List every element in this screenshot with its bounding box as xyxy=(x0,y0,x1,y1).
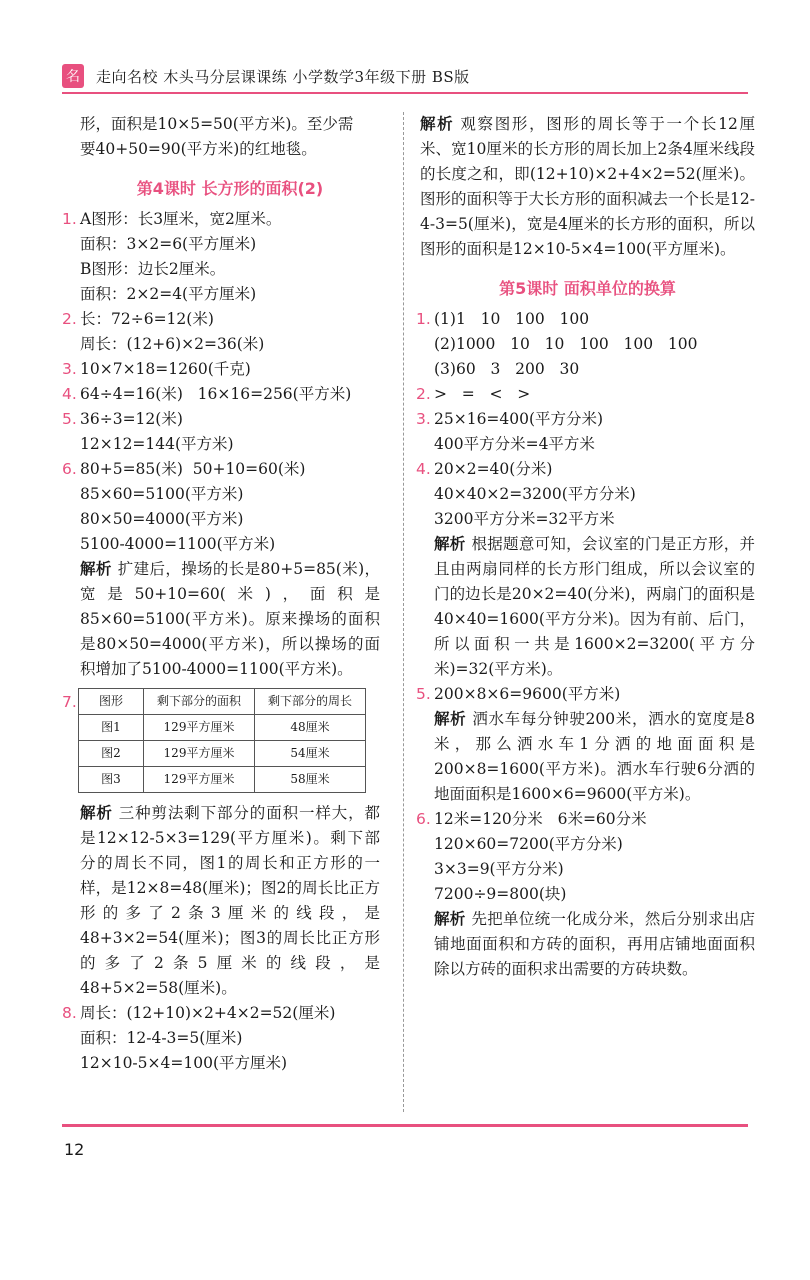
analysis-label: 解析 xyxy=(80,804,113,822)
answer-line: 80+5=85(米) 50+10=60(米) xyxy=(80,460,306,478)
question-1 xyxy=(416,307,755,382)
table-cell: 129平方厘米 xyxy=(144,715,255,741)
intro-line: 要40+50=90(平方米)的红地毯。 xyxy=(80,140,317,158)
answer-line: 3×3=9(平方分米) xyxy=(434,860,564,878)
question-4 xyxy=(416,457,755,682)
question-5 xyxy=(416,682,755,807)
answer-line: (2)1000 10 10 100 100 100 xyxy=(434,335,698,353)
question-number: 1. xyxy=(416,310,431,328)
question-number: 4. xyxy=(416,460,431,478)
table-row xyxy=(79,715,366,741)
answer-line: 面积：2×2=4(平方厘米) xyxy=(80,285,257,303)
question-3 xyxy=(416,407,755,457)
table-row xyxy=(79,767,366,793)
answer-line: 10×7×18=1260(千克) xyxy=(80,360,251,378)
analysis-label: 解析 xyxy=(434,910,466,928)
answer-line: 长：72÷6=12(米) xyxy=(80,310,214,328)
question-number: 3. xyxy=(416,410,431,428)
table-cell: 图1 xyxy=(79,715,144,741)
page-header xyxy=(62,60,748,94)
table-cell: 129平方厘米 xyxy=(144,741,255,767)
table-header: 图形 xyxy=(79,689,144,715)
question-number: 8. xyxy=(62,1004,77,1022)
table-cell: 54厘米 xyxy=(255,741,366,767)
analysis-paragraph xyxy=(434,907,755,982)
answer-line: 25×16=400(平方分米) xyxy=(434,410,604,428)
analysis-paragraph xyxy=(434,532,755,682)
question-number: 5. xyxy=(416,685,431,703)
table-header: 剩下部分的周长 xyxy=(255,689,366,715)
footer-rule xyxy=(62,1124,748,1127)
question-3 xyxy=(62,357,380,382)
answer-line: 5100-4000=1100(平方米) xyxy=(80,535,276,553)
table-cell: 图2 xyxy=(79,741,144,767)
analysis-text: 根据题意可知，会议室的门是正方形，并且由两扇同样的长方形门组成，所以会议室的门的边长是20×2=40(分米)，两扇门的面积是40×40=1600(平方分米)。因为有前、后门，所以面积一共是1600×2=3200(平方分米)=32(平方米)。 xyxy=(434,535,755,678)
analysis-text: 三种剪法剩下部分的面积一样大，都是12×12-5×3=129(平方厘米)。剩下部分的周长不同，图1的周长和正方形的一样，是12×8=48(厘米)；图2的周长比正方形的多了2条3厘米的线段，是48+3×2=54(厘米)；图3的周长比正方形的多了2条5厘米的线段，是48+5×2=58(厘米)。 xyxy=(80,804,380,997)
question-1 xyxy=(62,207,380,307)
right-column xyxy=(416,112,755,982)
answer-line: 40×40×2=3200(平方分米) xyxy=(434,485,636,503)
answer-line: 12米=120分米 6米=60分米 xyxy=(434,810,647,828)
table-header: 剩下部分的面积 xyxy=(144,689,255,715)
answer-line: 面积：3×2=6(平方厘米) xyxy=(80,235,257,253)
section-title: 第5课时 面积单位的换算 xyxy=(499,279,676,298)
answer-line: 7200÷9=800(块) xyxy=(434,885,567,903)
analysis-paragraph xyxy=(420,112,755,262)
answer-line: 120×60=7200(平方分米) xyxy=(434,835,623,853)
answer-line: 12×10-5×4=100(平方厘米) xyxy=(80,1054,288,1072)
analysis-label: 解析 xyxy=(420,115,455,133)
table-row xyxy=(79,741,366,767)
answer-line: (3)60 3 200 30 xyxy=(434,360,580,378)
intro-line: 形，面积是10×5=50(平方米)。至少需 xyxy=(80,115,354,133)
question-2 xyxy=(62,307,380,357)
question-number: 2. xyxy=(62,310,77,328)
answer-line: 400平方分米=4平方米 xyxy=(434,435,595,453)
section-title: 第4课时 长方形的面积(2) xyxy=(136,179,324,198)
answer-line: 周长：(12+10)×2+4×2=52(厘米) xyxy=(80,1004,336,1022)
column-divider xyxy=(403,112,404,1112)
question-2 xyxy=(416,382,755,407)
answer-line: 面积：12-4-3=5(厘米) xyxy=(80,1029,243,1047)
left-column xyxy=(62,112,380,1076)
book-logo-icon: 名 xyxy=(62,64,84,88)
header-rule xyxy=(62,92,748,94)
question-5 xyxy=(62,407,380,457)
question-6 xyxy=(62,457,380,682)
answer-line: A图形：长3厘米，宽2厘米。 xyxy=(80,210,282,228)
analysis-text: 扩建后，操场的长是80+5=85(米)，宽是50+10=60(米)，面积是85×60=5100(平方米)。原来操场的面积是80×50=4000(平方米)，所以操场的面积增加了5100-4000=1100(平方米)。 xyxy=(80,560,380,678)
question-number: 3. xyxy=(62,360,77,378)
answer-line: B图形：边长2厘米。 xyxy=(80,260,226,278)
answer-line: 64÷4=16(米) 16×16=256(平方米) xyxy=(80,385,352,403)
answer-line: (1)1 10 100 100 xyxy=(434,310,590,328)
answer-line: 周长：(12+6)×2=36(米) xyxy=(80,335,265,353)
table-cell: 129平方厘米 xyxy=(144,767,255,793)
question-8 xyxy=(62,1001,380,1076)
answer-table xyxy=(78,688,366,793)
analysis-paragraph xyxy=(80,801,380,1001)
question-7 xyxy=(62,688,380,1001)
analysis-text: 先把单位统一化成分米，然后分别求出店铺地面面积和方砖的面积，再用店铺地面面积除以方砖的面积求出需要的方砖块数。 xyxy=(434,910,755,978)
answer-line: 36÷3=12(米) xyxy=(80,410,183,428)
answer-line: 20×2=40(分米) xyxy=(434,460,553,478)
question-number: 7. xyxy=(62,693,77,711)
question-4 xyxy=(62,382,380,407)
question-number: 5. xyxy=(62,410,77,428)
analysis-label: 解析 xyxy=(80,560,112,578)
analysis-paragraph xyxy=(80,557,380,682)
answer-line: > = < > xyxy=(434,385,531,403)
page-number: 12 xyxy=(64,1140,85,1159)
table-cell: 图3 xyxy=(79,767,144,793)
answer-line: 85×60=5100(平方米) xyxy=(80,485,244,503)
question-number: 2. xyxy=(416,385,431,403)
answer-line: 80×50=4000(平方米) xyxy=(80,510,244,528)
table-cell: 58厘米 xyxy=(255,767,366,793)
analysis-paragraph xyxy=(434,707,755,807)
question-number: 6. xyxy=(62,460,77,478)
analysis-text: 洒水车每分钟驶200米，洒水的宽度是8米，那么洒水车1分洒的地面面积是200×8=1600(平方米)。洒水车行驶6分洒的地面面积是1600×6=9600(平方米)。 xyxy=(434,710,755,803)
question-number: 6. xyxy=(416,810,431,828)
question-6 xyxy=(416,807,755,982)
header-title: 走向名校 木头马分层课课练 小学数学3年级下册 BS版 xyxy=(96,68,470,86)
question-number: 1. xyxy=(62,210,77,228)
answer-line: 12×12=144(平方米) xyxy=(80,435,234,453)
table-cell: 48厘米 xyxy=(255,715,366,741)
analysis-label: 解析 xyxy=(434,535,466,553)
analysis-label: 解析 xyxy=(434,710,467,728)
answer-line: 3200平方分米=32平方米 xyxy=(434,510,615,528)
question-number: 4. xyxy=(62,385,77,403)
answer-line: 200×8×6=9600(平方米) xyxy=(434,685,621,703)
analysis-text: 观察图形，图形的周长等于一个长12厘米、宽10厘米的长方形的周长加上2条4厘米线段的长度之和，即(12+10)×2+4×2=52(厘米)。图形的面积等于大长方形的面积减去一个长是12-4-3=5(厘米)，宽是4厘米的长方形的面积，所以图形的面积是12×10-5×4=100(平方厘米)。 xyxy=(420,115,755,258)
